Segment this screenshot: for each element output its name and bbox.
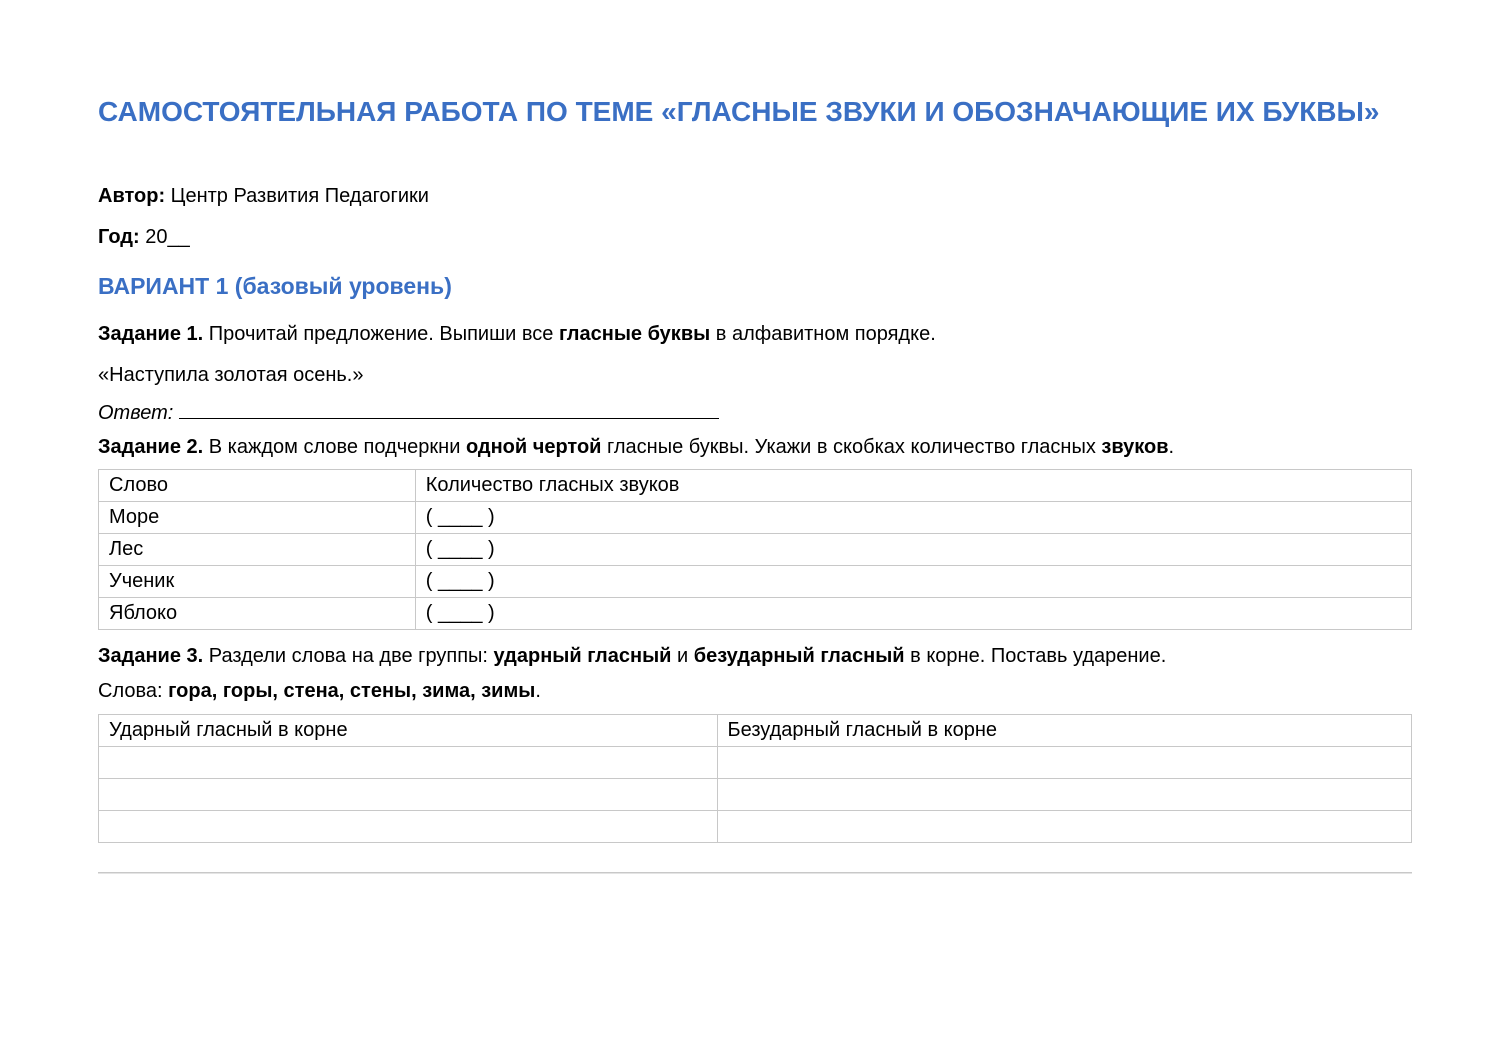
divider	[98, 872, 1412, 874]
words-end: .	[535, 680, 541, 702]
table-row	[99, 747, 1412, 779]
task1-answer-line	[98, 398, 719, 425]
year-label: Год:	[98, 226, 140, 248]
table-row	[99, 566, 1412, 598]
unstressed-cell[interactable]	[717, 811, 1411, 843]
task3-bold-1: ударный гласный	[493, 645, 672, 667]
stressed-cell[interactable]	[99, 811, 718, 843]
word-cell: Ученик	[99, 566, 416, 598]
task2-table	[98, 469, 1412, 630]
count-cell[interactable]: ( ____ )	[415, 502, 1411, 534]
task3-instruction	[98, 644, 1166, 668]
table-header-cell: Безударный гласный в корне	[717, 715, 1411, 747]
variant-heading: ВАРИАНТ 1 (базовый уровень)	[98, 273, 452, 299]
count-cell[interactable]: ( ____ )	[415, 534, 1411, 566]
table-row	[99, 779, 1412, 811]
year-value: 20__	[139, 226, 190, 248]
task2-text-middle: гласные буквы. Укажи в скобках количество гласных	[601, 436, 1102, 458]
task2-bold-2: звуков	[1101, 436, 1169, 458]
table-header-row	[99, 715, 1412, 747]
task1-text: Прочитай предложение. Выпиши все	[203, 323, 559, 345]
words-list: гора, горы, стена, стены, зима, зимы	[168, 680, 536, 702]
word-cell: Яблоко	[99, 598, 416, 630]
stressed-cell[interactable]	[99, 747, 718, 779]
task3-text-middle: и	[671, 645, 694, 667]
task1-text-end: в алфавитном порядке.	[710, 323, 936, 345]
count-cell[interactable]: ( ____ )	[415, 598, 1411, 630]
task3-text-end: в корне. Поставь ударение.	[904, 645, 1167, 667]
words-label: Слова:	[98, 680, 169, 702]
author-value: Центр Развития Педагогики	[165, 185, 429, 207]
answer-label: Ответ:	[98, 402, 174, 424]
table-header-row	[99, 470, 1412, 502]
table-header-cell: Ударный гласный в корне	[99, 715, 718, 747]
task3-bold-2: безударный гласный	[693, 645, 905, 667]
task2-text: В каждом слове подчеркни	[203, 436, 466, 458]
word-cell: Море	[99, 502, 416, 534]
task3-label: Задание 3.	[98, 645, 204, 667]
task3-text: Раздели слова на две группы:	[203, 645, 494, 667]
table-header-cell: Количество гласных звуков	[415, 470, 1411, 502]
year-line	[98, 225, 190, 249]
task1-bold: гласные буквы	[558, 323, 711, 345]
task2-label: Задание 2.	[98, 436, 204, 458]
table-row	[99, 811, 1412, 843]
unstressed-cell[interactable]	[717, 779, 1411, 811]
answer-blank[interactable]	[179, 398, 719, 419]
task2-bold-1: одной чертой	[465, 436, 602, 458]
stressed-cell[interactable]	[99, 779, 718, 811]
word-cell: Лес	[99, 534, 416, 566]
task3-words-line	[98, 679, 541, 703]
author-line	[98, 184, 429, 208]
table-row	[99, 598, 1412, 630]
task2-text-end: .	[1168, 436, 1175, 458]
table-header-cell: Слово	[99, 470, 416, 502]
count-cell[interactable]: ( ____ )	[415, 566, 1411, 598]
table-row	[99, 502, 1412, 534]
unstressed-cell[interactable]	[717, 747, 1411, 779]
document-title: САМОСТОЯТЕЛЬНАЯ РАБОТА ПО ТЕМЕ «ГЛАСНЫЕ ЗВУКИ И ОБОЗНАЧАЮЩИЕ ИХ БУКВЫ»	[98, 96, 1380, 127]
task2-instruction	[98, 435, 1174, 459]
task1-sentence: «Наступила золотая осень.»	[98, 364, 364, 386]
table-row	[99, 534, 1412, 566]
task3-table	[98, 714, 1412, 843]
task1-instruction	[98, 322, 936, 346]
author-label: Автор:	[98, 185, 166, 207]
task1-label: Задание 1.	[98, 323, 204, 345]
